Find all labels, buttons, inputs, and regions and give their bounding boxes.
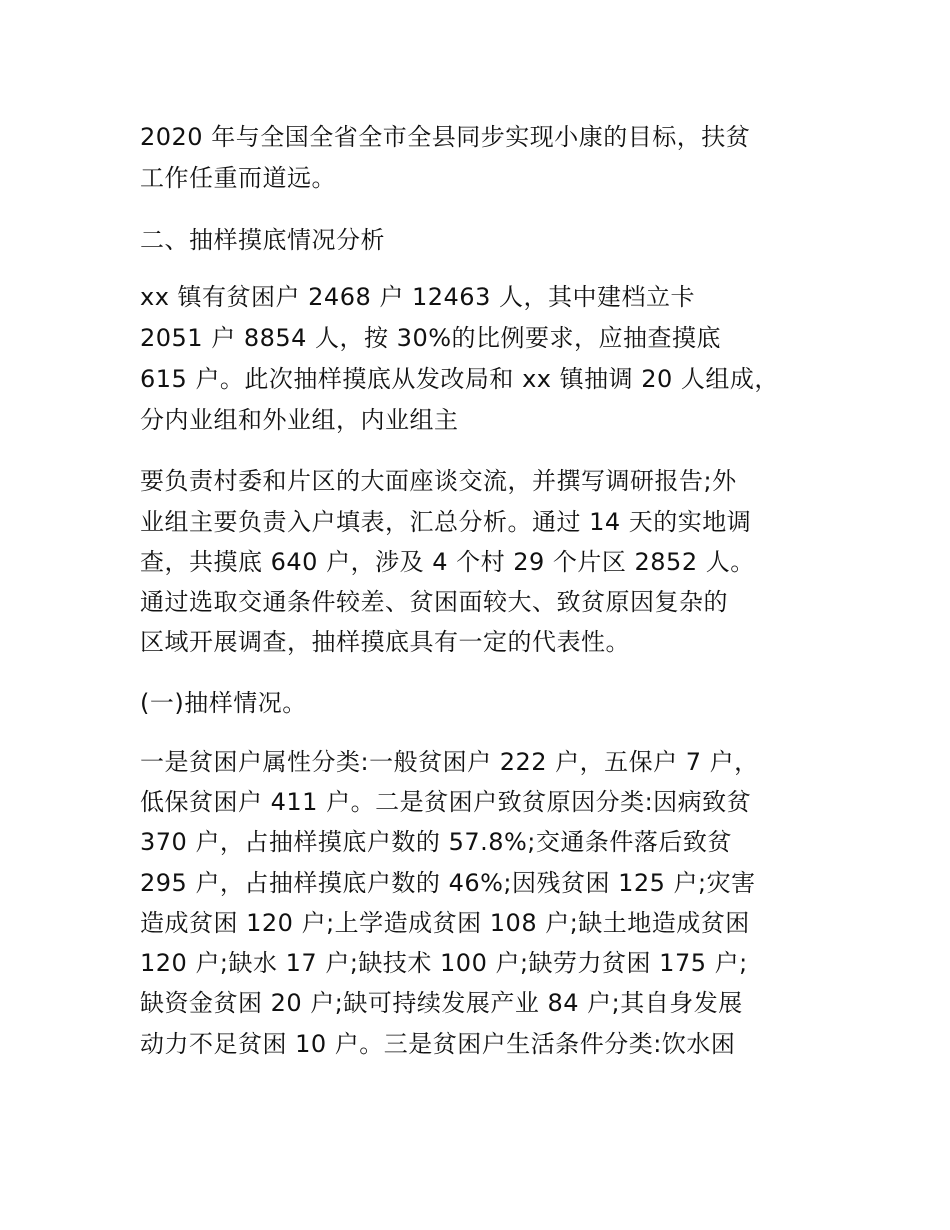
text-line: 业组主要负责入户填表，汇总分析。通过 14 天的实地调 (140, 508, 752, 536)
text-line: 通过选取交通条件较差、贫困面较大、致贫原因复杂的 (140, 588, 728, 616)
text-line: 370 户，占抽样摸底户数的 57.8%;交通条件落后致贫 (140, 828, 732, 856)
text-line: 2020 年与全国全省全市全县同步实现小康的目标，扶贫 (140, 123, 751, 151)
text-line: 615 户。此次抽样摸底从发改局和 xx 镇抽调 20 人组成， (140, 365, 779, 393)
text-line: 2051 户 8854 人，按 30%的比例要求，应抽查摸底 (140, 324, 722, 352)
text-line: 295 户，占抽样摸底户数的 46%;因残贫困 125 户;灾害 (140, 869, 756, 897)
text-line: 查，共摸底 640 户，涉及 4 个村 29 个片区 2852 人。 (140, 548, 755, 576)
text-line: 低保贫困户 411 户。二是贫困户致贫原因分类:因病致贫 (140, 788, 752, 816)
text-line: 要负责村委和片区的大面座谈交流，并撰写调研报告;外 (140, 467, 737, 495)
text-line: 一是贫困户属性分类:一般贫困户 222 户，五保户 7 户， (140, 748, 759, 776)
section-heading: 二、抽样摸底情况分析 (140, 226, 385, 254)
text-line: 120 户;缺水 17 户;缺技术 100 户;缺劳力贫困 175 户; (140, 949, 748, 977)
text-line: xx 镇有贫困户 2468 户 12463 人，其中建档立卡 (140, 283, 695, 311)
text-line: 分内业组和外业组，内业组主 (140, 406, 459, 434)
text-line: 工作任重而道远。 (140, 164, 336, 192)
text-line: 缺资金贫困 20 户;缺可持续发展产业 84 户;其自身发展 (140, 989, 743, 1017)
subsection-heading: (一)抽样情况。 (140, 689, 307, 717)
text-line: 造成贫困 120 户;上学造成贫困 108 户;缺土地造成贫困 (140, 909, 750, 937)
text-line: 区域开展调查，抽样摸底具有一定的代表性。 (140, 628, 630, 656)
text-line: 动力不足贫困 10 户。三是贫困户生活条件分类:饮水困 (140, 1030, 736, 1058)
